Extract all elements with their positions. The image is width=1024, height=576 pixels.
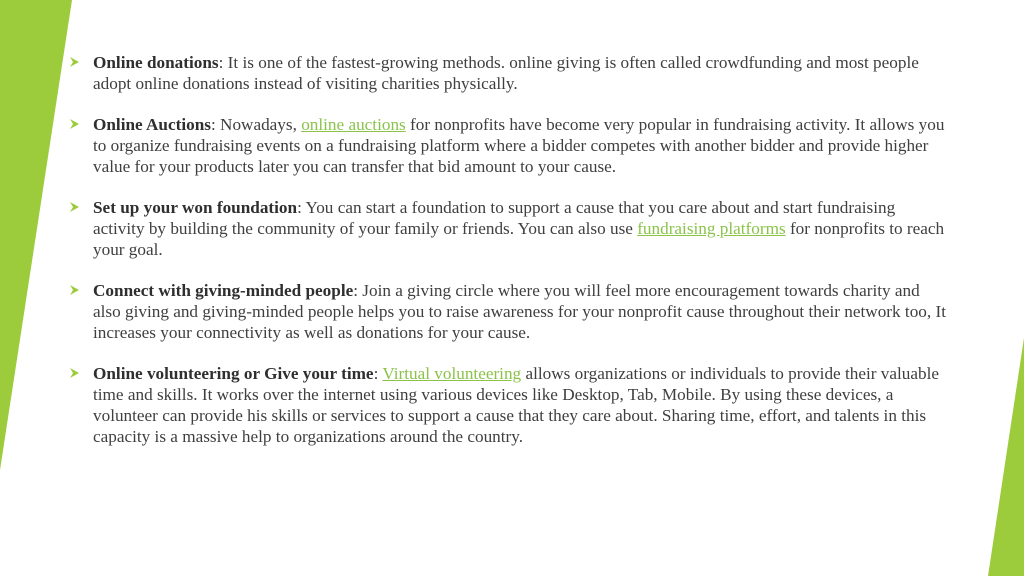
arrowhead-bullet-icon <box>69 200 80 214</box>
online-auctions-link[interactable]: online auctions <box>301 115 406 134</box>
bullet-term: Online volunteering or Give your time <box>93 364 374 383</box>
bullet-list <box>66 52 946 467</box>
bullet-online-donations <box>66 52 946 94</box>
bullet-online-volunteering <box>66 363 946 447</box>
virtual-volunteering-link[interactable]: Virtual volunteering <box>382 364 522 383</box>
bullet-text-before: : <box>373 364 383 383</box>
bullet-text: : Join a giving circle where you will feel more encouragement towards charity and also giving and giving-minded people helps you to raise awareness for your nonprofit cause throughout their network too, It increases your connectivity as well as donations for your cause. <box>93 281 946 342</box>
bullet-text-after: allows organizations or individuals to provide their valuable time and skills. It works over the internet using various devices like Desktop, Tab, Mobile. By using these devices, a volunteer can provide his skills or services to support a cause that they care about. Sharing time, effort, and talents in this capacity is a massive help to organizations around the country. <box>93 364 939 446</box>
bullet-text-before: : Nowadays, <box>210 115 302 134</box>
bullet-text-after: for nonprofits have become very popular in fundraising activity. It allows you to organize fundraising events on a fundraising platform where a bidder competes with another bidder and provide higher value for your products later you can transfer that bid amount to your cause. <box>93 115 945 176</box>
arrowhead-bullet-icon <box>69 283 80 297</box>
bullet-term: Online donations <box>93 53 219 72</box>
bullet-text-after: for nonprofits to reach your goal. <box>93 219 945 259</box>
right-accent-band <box>988 338 1024 576</box>
bullet-text: : It is one of the fastest-growing methods. online giving is often called crowdfunding and most people adopt online donations instead of visiting charities physically. <box>93 53 919 93</box>
bullet-term: Online Auctions <box>93 115 211 134</box>
bullet-term: Connect with giving-minded people <box>93 281 354 300</box>
fundraising-platforms-link[interactable]: fundraising platforms <box>637 219 786 238</box>
left-accent-band <box>0 0 72 470</box>
bullet-online-auctions <box>66 114 946 177</box>
bullet-giving-minded-people <box>66 280 946 343</box>
arrowhead-bullet-icon <box>69 55 80 69</box>
bullet-term: Set up your won foundation <box>93 198 298 217</box>
arrowhead-bullet-icon <box>69 117 80 131</box>
bullet-setup-foundation <box>66 197 946 260</box>
arrowhead-bullet-icon <box>69 366 80 380</box>
bullet-text-before: : You can start a foundation to support a cause that you care about and start fundraising activity by building the community of your family or friends. You can also use <box>93 198 896 238</box>
